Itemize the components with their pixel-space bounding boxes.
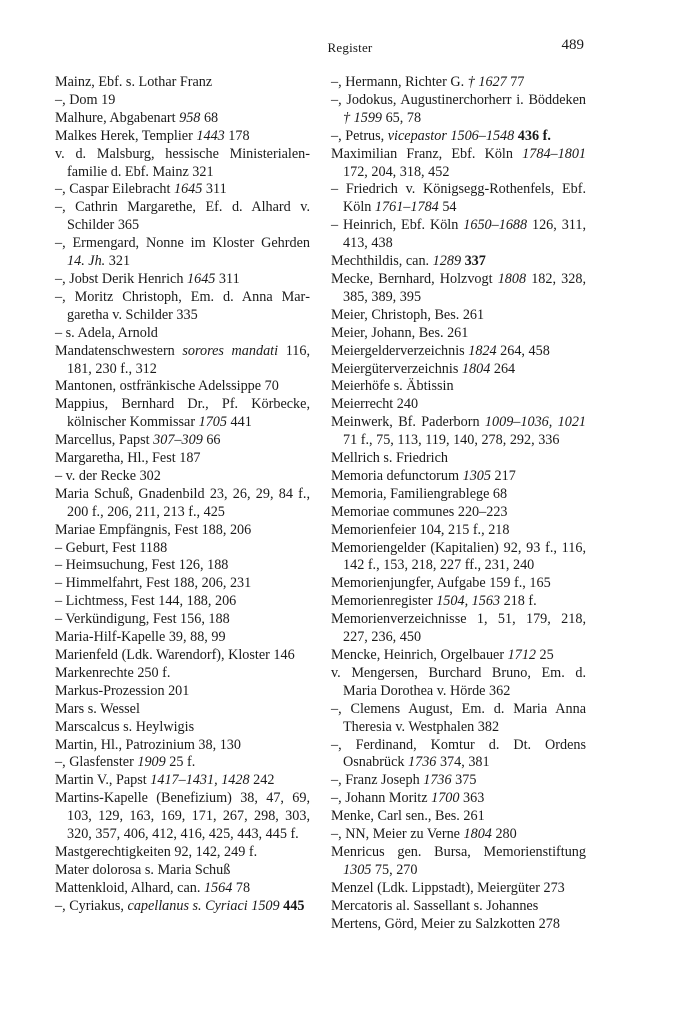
index-entry [55, 647, 310, 665]
index-entry [55, 468, 310, 486]
index-entry [331, 181, 586, 217]
index-entry [55, 396, 310, 432]
index-entry [331, 450, 586, 468]
index-entry [55, 754, 310, 772]
index-entry [331, 665, 586, 701]
index-entry [331, 468, 586, 486]
entry-text: 182, 328, 385, 389, 395 [343, 270, 586, 305]
entry-text: Maria Schuß, Gnadenbild 23, 26, 29, 84 f., 200 f., 206, 211, 213 f., 425 [55, 485, 310, 520]
index-entry [55, 235, 310, 271]
index-entry [331, 92, 586, 128]
index-entry [55, 343, 310, 379]
entry-text: † 1599 [343, 109, 383, 126]
index-entry [331, 414, 586, 450]
index-entry [331, 844, 586, 880]
index-entry [55, 486, 310, 522]
entry-text: 445 [283, 897, 305, 914]
entry-text: 1784–1801 [522, 145, 586, 162]
index-entry [331, 378, 586, 396]
index-entry [331, 343, 586, 361]
entry-text: 68 [200, 109, 219, 126]
entry-text: Maria-Hilf-Kapelle 39, 88, 99 [55, 629, 226, 646]
entry-text: – Friedrich v. Königsegg-Rothenfels, Ebf. Köln [331, 181, 586, 216]
entry-text: 14. Jh. [67, 253, 106, 270]
index-entry [331, 540, 586, 576]
index-entry [331, 880, 586, 898]
entry-text: Meiergüterverzeichnis [331, 360, 462, 377]
entry-text: Meierhöfe s. Äbtissin [331, 378, 454, 395]
entry-text: 1504, 1563 [436, 593, 501, 610]
entry-text: Meier, Christoph, Bes. 261 [331, 306, 485, 323]
entry-text: Memorienfeier 104, 215 f., 218 [331, 521, 510, 538]
entry-text: Memoriengelder (Kapitalien) 92, 93 f., 116, 142 f., 153, 218, 227 ff., 231, 240 [331, 539, 586, 574]
entry-text: 77 [506, 74, 525, 90]
index-entry [55, 665, 310, 683]
entry-text: Menke, Carl sen., Bes. 261 [331, 808, 485, 825]
index-entry [331, 611, 586, 647]
entry-text: 1645 [187, 270, 216, 287]
entry-text: –, Dom 19 [55, 91, 116, 108]
entry-text: Mariae Empfängnis, Fest 188, 206 [55, 521, 252, 538]
index-entry [331, 898, 586, 916]
running-head: Register [327, 40, 373, 55]
entry-text: Mattenkloid, Alhard, can. [55, 879, 204, 896]
index-entry [55, 325, 310, 343]
entry-text: 363 [459, 790, 485, 807]
entry-text: Mellrich s. Friedrich [331, 450, 449, 467]
entry-text: Mandatenschwestern [55, 342, 183, 359]
entry-text: –, Petrus, [331, 127, 388, 144]
entry-text: Martin V., Papst [55, 772, 151, 789]
index-entry [55, 110, 310, 128]
entry-text: –, Caspar Eilebracht [55, 181, 174, 198]
entry-text: 1736 [423, 772, 452, 789]
entry-text: –, Franz Joseph [331, 772, 424, 789]
entry-text: – s. Adela, Arnold [55, 324, 158, 341]
entry-text: – Verkündigung, Fest 156, 188 [55, 611, 230, 628]
entry-text: 1564 [203, 879, 233, 896]
entry-text: 66 [202, 432, 221, 449]
entry-text: Mastgerechtigkeiten 92, 142, 249 f. [55, 843, 258, 860]
entry-text: Menzel (Ldk. Lippstadt), Meiergüter 273 [331, 879, 565, 896]
entry-text: Mars s. Wessel [55, 700, 140, 717]
index-entry [55, 844, 310, 862]
entry-text: 1443 [196, 127, 225, 144]
entry-text: –, Jodokus, Augustinerchorherr i. Böddeken [331, 91, 586, 108]
left-column [55, 74, 310, 916]
entry-text: Mertens, Görd, Meier zu Salzkotten 278 [331, 915, 560, 932]
index-entry [55, 772, 310, 790]
entry-text: –, Ferdinand, Komtur d. Dt. Ordens Osnabrück [331, 736, 586, 771]
index-entry [55, 146, 310, 182]
entry-text: 1650–1688 [463, 217, 528, 234]
index-entry [55, 540, 310, 558]
entry-text: Mecke, Bernhard, Holzvogt [331, 270, 498, 287]
index-entry [55, 701, 310, 719]
index-entry [55, 289, 310, 325]
entry-text: 264 [490, 360, 516, 377]
index-entry [55, 92, 310, 110]
entry-text: 1305 [462, 467, 491, 484]
page-number: 489 [561, 37, 584, 53]
index-entry [55, 74, 310, 92]
entry-text: 1804 [463, 826, 492, 843]
entry-text: – Himmelfahrt, Fest 188, 206, 231 [55, 575, 252, 592]
index-entry [55, 181, 310, 199]
index-entry [331, 146, 586, 182]
entry-text: 280 [491, 826, 517, 843]
entry-text: Meier, Johann, Bes. 261 [331, 324, 469, 341]
entry-text: 172, 204, 318, 452 [343, 163, 450, 180]
index-entry [55, 128, 310, 146]
index-entry [55, 432, 310, 450]
entry-text: Meierrecht 240 [331, 396, 419, 413]
index-entry [55, 737, 310, 755]
index-entry [331, 253, 586, 271]
index-entry [331, 916, 586, 934]
entry-text: 1305 [343, 861, 372, 878]
index-entry [55, 880, 310, 898]
entry-text: 1700 [431, 790, 460, 807]
entry-text: vicepastor 1506–1548 [387, 127, 515, 144]
entry-text: 1736 [408, 754, 437, 771]
entry-text: 25 f. [165, 754, 196, 771]
entry-text: Marscalcus s. Heylwigis [55, 718, 195, 735]
index-entry [55, 611, 310, 629]
entry-text: – v. der Recke 302 [55, 467, 161, 484]
index-entry [55, 557, 310, 575]
entry-text: – Geburt, Fest 1188 [55, 539, 168, 556]
entry-text: Markenrechte 250 f. [55, 664, 171, 681]
entry-text: –, Glasfenster [55, 754, 138, 771]
entry-text: Marienfeld (Ldk. Warendorf), Kloster 146 [55, 647, 295, 663]
entry-text: Mater dolorosa s. Maria Schuß [55, 861, 231, 878]
entry-text: Margaretha, Hl., Fest 187 [55, 450, 201, 467]
entry-text: Memorienjungfer, Aufgabe 159 f., 165 [331, 575, 551, 592]
index-entry [331, 575, 586, 593]
index-entry [55, 450, 310, 468]
index-entry [55, 790, 310, 844]
index-entry [331, 790, 586, 808]
entry-text: Mencke, Heinrich, Orgelbauer [331, 647, 508, 663]
entry-text: 1909 [137, 754, 166, 771]
entry-text: 436 f. [517, 127, 551, 144]
index-entry [331, 826, 586, 844]
index-entry [331, 128, 586, 146]
entry-text: Memoria, Familiengrablege 68 [331, 485, 508, 502]
entry-text: 71 f., 75, 113, 119, 140, 278, 292, 336 [343, 432, 560, 449]
entry-text: – Heimsuchung, Fest 126, 188 [55, 557, 229, 574]
entry-text: 374, 381 [436, 754, 490, 771]
entry-text: Markus-Prozession 201 [55, 682, 190, 699]
index-entry [55, 683, 310, 701]
entry-text: – Heinrich, Ebf. Köln [331, 217, 464, 234]
entry-text: 264, 458 [496, 342, 550, 359]
index-entry [55, 271, 310, 289]
entry-text: Mappius, Bernhard Dr., Pf. Körbecke, kölnischer Kommissar [55, 396, 310, 431]
index-entry [331, 504, 586, 522]
index-entry [331, 271, 586, 307]
entry-text: 65, 78 [382, 109, 422, 126]
index-entry [331, 74, 586, 92]
entry-text: –, Cyriakus, [55, 897, 128, 914]
entry-text: Meiergelderverzeichnis [331, 342, 469, 359]
entry-text: 1705 [198, 414, 227, 431]
entry-text: Maximilian Franz, Ebf. Köln [331, 145, 523, 162]
entry-text: 242 [249, 772, 275, 789]
entry-text: –, NN, Meier zu Verne [331, 826, 464, 843]
entry-text: –, Clemens August, Em. d. Maria Anna Theresia v. Westphalen 382 [331, 700, 586, 735]
index-entry [331, 217, 586, 253]
entry-text: Memoria defunctorum [331, 467, 463, 484]
entry-text: –, Moritz Christoph, Em. d. Anna Margaretha v. Schilder 335 [55, 288, 310, 323]
entry-text: 75, 270 [371, 861, 418, 878]
index-entry [55, 629, 310, 647]
entry-text: Mantonen, ostfränkische Adelssippe 70 [55, 378, 279, 395]
entry-text: 311 [215, 270, 240, 287]
entry-text: 1761–1784 [374, 199, 439, 216]
entry-text: Malkes Herek, Templier [55, 127, 197, 144]
entry-text: 25 [536, 647, 554, 663]
entry-text: 218 f. [500, 593, 537, 610]
entry-text: Martins-Kapelle (Benefizium) 38, 47, 69, 103, 129, 163, 169, 171, 267, 298, 303, 320, 357, 406, 412, 416, 425, 443, 445 f. [55, 790, 310, 843]
index-entry [331, 522, 586, 540]
entry-text: –, Johann Moritz [331, 790, 432, 807]
entry-text: 78 [232, 879, 251, 896]
index-entry [55, 575, 310, 593]
index-entry [55, 199, 310, 235]
index-entry [55, 862, 310, 880]
index-entry [331, 647, 586, 665]
index-entry [55, 898, 310, 916]
entry-text: v. d. Malsburg, hessische Ministerialenfamilie d. Ebf. Mainz 321 [55, 145, 310, 180]
entry-text: Malhure, Abgabenart [55, 109, 180, 126]
entry-text: –, Jobst Derik Henrich [55, 270, 187, 287]
entry-text: 375 [451, 772, 477, 789]
index-entry [55, 378, 310, 396]
index-entry [55, 522, 310, 540]
entry-text: –, Ermengard, Nonne im Kloster Gehrden [55, 235, 310, 252]
entry-text: Mechthildis, can. [331, 253, 433, 270]
index-entry [55, 593, 310, 611]
entry-text: 116, 181, 230 f., 312 [67, 342, 310, 377]
entry-text: v. Mengersen, Burchard Bruno, Em. d. Maria Dorothea v. Hörde 362 [331, 664, 586, 699]
entry-text: 1824 [468, 342, 497, 359]
entry-text: 1804 [461, 360, 491, 377]
index-entry [331, 737, 586, 773]
entry-text: 217 [490, 467, 516, 484]
entry-text: –, Hermann, Richter G. [331, 74, 468, 90]
entry-text: 307–309 [153, 432, 203, 449]
entry-text: 126, 311, 413, 438 [343, 217, 586, 252]
entry-text: 441 [226, 414, 252, 431]
entry-text: 1009–1036, 1021 [484, 414, 587, 431]
entry-text: capellanus s. Cyriaci 1509 [127, 897, 280, 914]
entry-text: Marcellus, Papst [55, 432, 154, 449]
index-entry [331, 593, 586, 611]
entry-text: 178 [224, 127, 250, 144]
entry-text: † 1627 [467, 74, 507, 90]
entry-text: – Lichtmess, Fest 144, 188, 206 [55, 593, 237, 610]
entry-text: 321 [105, 253, 131, 270]
entry-text: Martin, Hl., Patrozinium 38, 130 [55, 736, 241, 753]
entry-text: sorores mandati [182, 342, 279, 359]
entry-text: Memorienverzeichnisse 1, 51, 179, 218, 227, 236, 450 [331, 611, 586, 646]
entry-text: –, Cathrin Margarethe, Ef. d. Alhard v. Schilder 365 [55, 199, 310, 234]
index-entry [331, 701, 586, 737]
entry-text: 1645 [173, 181, 203, 198]
entry-text: 958 [179, 109, 201, 126]
index-entry [331, 361, 586, 379]
index-entry [331, 486, 586, 504]
entry-text: 1417–1431, 1428 [150, 772, 250, 789]
index-entry [331, 396, 586, 414]
right-column [331, 74, 586, 934]
index-entry [331, 772, 586, 790]
entry-text: Mainz, Ebf. s. Lothar Franz [55, 74, 213, 90]
index-entry [331, 808, 586, 826]
index-entry [331, 307, 586, 325]
index-entry [331, 325, 586, 343]
entry-text: 1712 [507, 647, 536, 663]
index-entry [55, 719, 310, 737]
entry-text: Mercatoris al. Sassellant s. Johannes [331, 897, 539, 914]
entry-text: Memorienregister [331, 593, 437, 610]
entry-text: 1808 [497, 270, 527, 287]
entry-text: Menricus gen. Bursa, Memorienstiftung [331, 843, 586, 860]
entry-text: Meinwerk, Bf. Paderborn [331, 414, 485, 431]
entry-text: 1289 [432, 253, 462, 270]
entry-text: Memoriae communes 220–223 [331, 503, 508, 520]
entry-text: 311 [202, 181, 227, 198]
entry-text: 337 [464, 253, 486, 270]
entry-text: 54 [438, 199, 457, 216]
